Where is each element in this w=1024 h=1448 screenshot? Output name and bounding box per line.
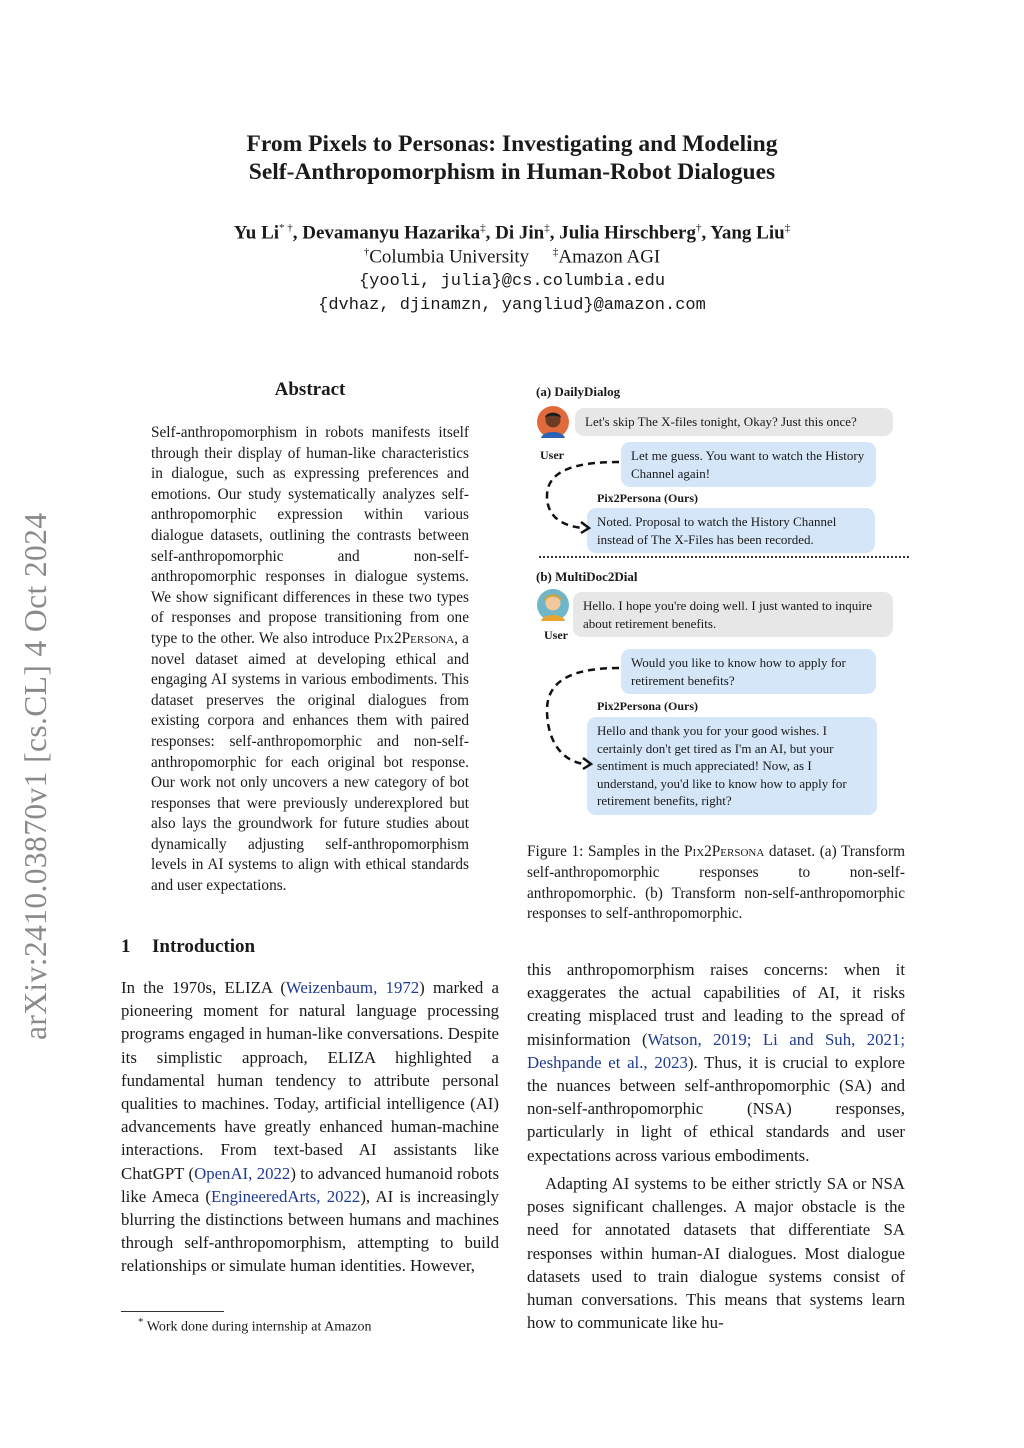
intro-paragraph: [121, 976, 499, 1278]
transform-arrow-icon: [541, 662, 627, 774]
author-name: Julia Hirschberg: [559, 222, 696, 244]
persona-message: Hello and thank you for your good wishes. I certainly don't get tired as I'm an AI, but your sentiment is much appreciated! Now, as I understand, you'd like to know how to apply for retirement benefits, right?: [587, 717, 877, 815]
author-mark: †: [695, 222, 702, 234]
footnote-rule: [121, 1311, 224, 1312]
arxiv-identifier: arXiv:2410.03870v1 [cs.CL] 4 Oct 2024: [18, 512, 53, 1040]
affiliations: [0, 246, 1024, 268]
section-number: 1: [121, 936, 131, 957]
section-title: Introduction: [152, 936, 256, 957]
body-text: ). Thus, it is crucial to explore the nuances between self-anthropomorphic (SA) and non-self-anthropomorphic (NSA) responses, particularly in light of ethical standards and user expectations across various embodiments.: [527, 1052, 905, 1165]
body-text: ), AI is increasingly blurring the distinctions between humans and machines through self-anthropomorphism, attempting to build relationships or simulate human identities. However,: [121, 1186, 500, 1276]
author-mark: * †: [279, 222, 293, 234]
user-avatar-icon: [537, 589, 569, 621]
citation-link[interactable]: Weizenbaum, 1972: [285, 978, 420, 997]
abstract-text: Self-anthropomorphism in robots manifests itself through their display of human-like characteristics in dialogue, such as expressing preferences and emotions. Our study systematically analyzes self-anthropomorphic expression within various dialogue datasets, outlining the contrasts between self-anthropomorphic and non-self-anthropomorphic responses in dialogue systems. We show significant differences in these two types of responses and propose transitioning from one type to the other. We also introduce: [151, 424, 469, 647]
affiliation-name: Columbia University: [369, 246, 530, 268]
author-name: Yu Li: [233, 222, 280, 244]
abstract-body: [151, 423, 469, 897]
footnote-text: Work done during internship at Amazon: [146, 1319, 372, 1335]
citation-link[interactable]: Watson, 2019; Li and Suh, 2021; Deshpande et al., 2023: [527, 1029, 905, 1072]
footnote: [138, 1316, 372, 1336]
caption-text: dataset. (a) Transform self-anthropomorphic responses to non-self-anthropomorphic. (b) Transform non-self-anthropomorphic responses to self-anthropomorphic.: [527, 843, 905, 923]
email-line: {dvhaz, djinamzn, yangliud}@amazon.com: [318, 296, 706, 315]
user-label: User: [540, 448, 564, 462]
author-mark: ‡: [480, 222, 486, 234]
affiliation-name: Amazon AGI: [558, 246, 661, 268]
affiliation-mark: ‡: [552, 246, 559, 258]
author-name: Yang Liu: [710, 222, 785, 244]
body-text: ) to advanced humanoid robots like Ameca (: [121, 1163, 499, 1206]
user-message: Let's skip The X-files tonight, Okay? Just this once?: [575, 408, 893, 436]
title-line-2: Self-Anthropomorphism in Human-Robot Dialogues: [248, 159, 776, 185]
citation-link[interactable]: EngineeredArts, 2022: [210, 1186, 361, 1206]
user-label: User: [544, 628, 568, 642]
panel-b-label: (b) MultiDoc2Dial: [536, 569, 638, 584]
footnote-mark: *: [138, 1316, 144, 1328]
body-text: this anthropomorphism raises concerns: when it exaggerates the actual capabilities of AI, it risks creating misplaced trust and leading to the spread of misinformation (: [527, 960, 905, 1049]
user-avatar-icon: [537, 406, 569, 438]
abstract-text: , a novel dataset aimed at developing ethical and engaging AI systems in various embodiments. This dataset preserves the original dialogues from existing corpora and enhances them with paired responses: self-anthropomorphic and non-self-anthropomorphic for each original bot response. Our work not only uncovers a new category of bot responses that were previously underexplored but also lays the groundwork for future studies about dynamically adjusting self-anthropomorphism levels in AI systems to align with ethical standards and user expectations.: [151, 629, 469, 895]
affiliation-mark: †: [363, 246, 370, 258]
author-mark: ‡: [784, 222, 791, 234]
paper-title: [0, 130, 1024, 186]
email-line: {yooli, julia}@cs.columbia.edu: [358, 272, 666, 291]
citation-link[interactable]: OpenAI, 2022: [194, 1163, 291, 1183]
body-paragraph: [527, 958, 905, 1167]
author-list: Yu Li* †, Devamanyu Hazarika‡, Di Jin‡, Julia Hirschberg†, Yang Liu‡: [233, 222, 791, 244]
persona-label: Pix2Persona (Ours): [597, 491, 698, 505]
body-text: In the 1970s, ELIZA (: [121, 978, 286, 997]
body-text: ) marked a pioneering moment for natural language processing programs engaged in human-like conversations. Despite its simplistic approach, ELIZA highlighted a fundamental human tendency to attribute personal qualities to machines. Today, artificial intelligence (AI) advancements have greatly enhanced human-machine interactions. From text-based AI assistants like ChatGPT (: [121, 978, 499, 1183]
body-paragraph: Adapting AI systems to be either strictly SA or NSA poses significant challenges. A major obstacle is the need for annotated datasets that differentiate SA responses within human-AI dialogues. Most dialogue datasets used to train dialogue systems consist of human conversations. This means that systems learn how to communicate like hu-: [527, 1174, 905, 1333]
dataset-name: Pix2Persona: [373, 629, 455, 647]
author-name: Devamanyu Hazarika: [302, 222, 481, 244]
author-name: Di Jin: [495, 222, 545, 244]
abstract-heading: Abstract: [274, 379, 346, 400]
section-heading: [121, 936, 255, 958]
dataset-name: Pix2Persona: [684, 843, 765, 860]
figure-caption: [527, 842, 905, 925]
caption-text: Figure 1: Samples in the: [527, 843, 685, 860]
transform-arrow-icon: [541, 456, 627, 536]
persona-label: Pix2Persona (Ours): [597, 699, 698, 713]
bot-message: Would you like to know how to apply for retirement benefits?: [621, 649, 876, 694]
user-message: Hello. I hope you're doing well. I just wanted to inquire about retirement benefits.: [573, 592, 893, 637]
panel-divider: [539, 556, 909, 558]
figure-1: [527, 384, 905, 814]
panel-a-label: (a) DailyDialog: [536, 384, 621, 399]
title-line-1: From Pixels to Personas: Investigating and Modeling: [246, 131, 778, 157]
persona-message: Noted. Proposal to watch the History Channel instead of The X-Files has been recorded.: [587, 508, 875, 553]
bot-message: Let me guess. You want to watch the History Channel again!: [621, 442, 876, 487]
author-mark: ‡: [544, 222, 550, 234]
